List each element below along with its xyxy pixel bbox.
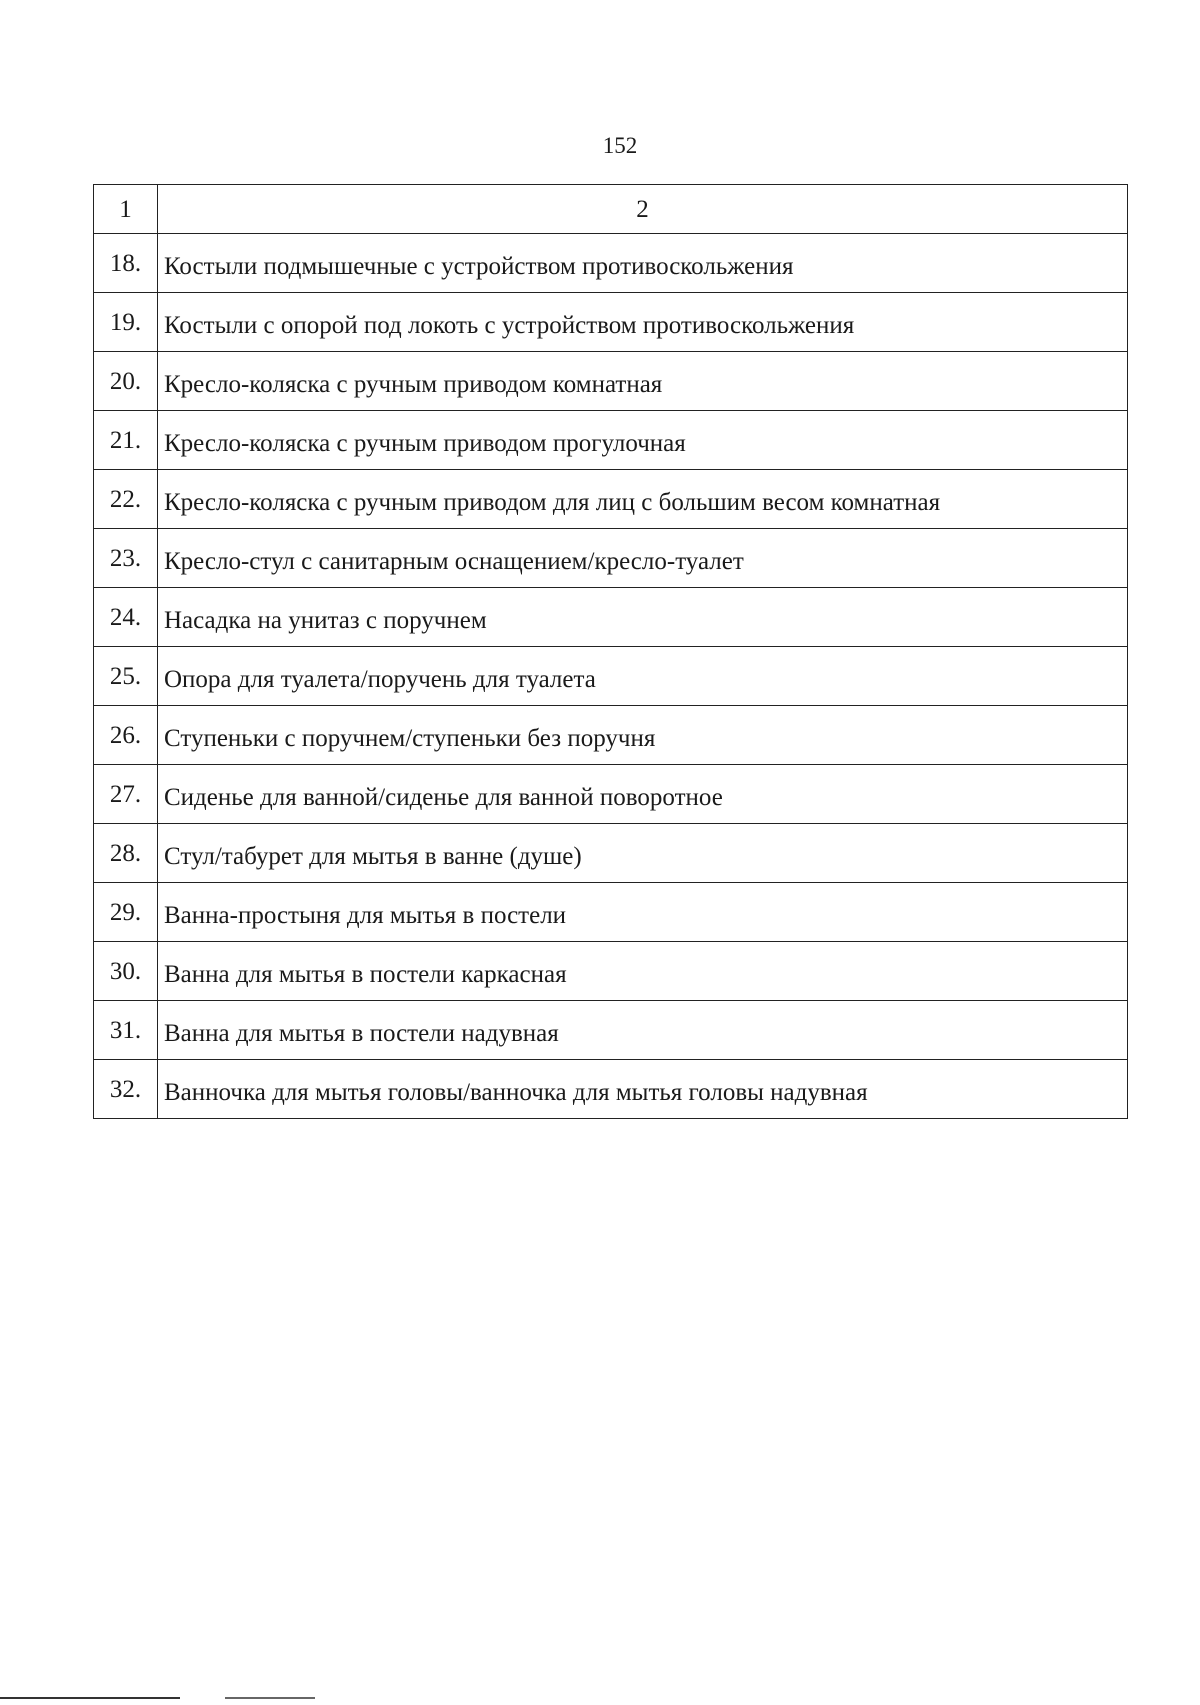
footer-rule [0,1697,180,1699]
row-item-name: Костыли подмышечные с устройством противоскольжения [158,234,1128,293]
row-number: 22. [94,470,158,529]
table-row [94,234,1128,293]
row-number: 32. [94,1060,158,1119]
row-number: 18. [94,234,158,293]
row-item-name: Кресло-коляска с ручным приводом комнатная [158,352,1128,411]
table-row [94,765,1128,824]
row-item-name: Опора для туалета/поручень для туалета [158,647,1128,706]
row-number: 28. [94,824,158,883]
table-row [94,411,1128,470]
row-item-name: Ступеньки с поручнем/ступеньки без поручня [158,706,1128,765]
items-table [93,184,1128,1119]
row-number: 30. [94,942,158,1001]
table-row [94,942,1128,1001]
row-number: 19. [94,293,158,352]
table-row [94,1060,1128,1119]
page-number: 152 [602,133,638,158]
row-item-name: Сиденье для ванной/сиденье для ванной поворотное [158,765,1128,824]
table-row [94,529,1128,588]
column-header-name: 2 [158,185,1128,234]
footer-rule-fragment [225,1697,315,1699]
row-item-name: Кресло-стул с санитарным оснащением/кресло-туалет [158,529,1128,588]
row-item-name: Ванна-простыня для мытья в постели [158,883,1128,942]
column-header-number: 1 [94,185,158,234]
row-item-name: Стул/табурет для мытья в ванне (душе) [158,824,1128,883]
row-number: 25. [94,647,158,706]
row-item-name: Ванна для мытья в постели надувная [158,1001,1128,1060]
table-row [94,352,1128,411]
table-row [94,293,1128,352]
row-number: 24. [94,588,158,647]
row-item-name: Ванна для мытья в постели каркасная [158,942,1128,1001]
row-number: 27. [94,765,158,824]
table-row [94,470,1128,529]
table-row [94,1001,1128,1060]
row-item-name: Насадка на унитаз с поручнем [158,588,1128,647]
row-number: 31. [94,1001,158,1060]
row-number: 26. [94,706,158,765]
row-item-name: Кресло-коляска с ручным приводом прогулочная [158,411,1128,470]
table-row [94,824,1128,883]
table-row [94,647,1128,706]
row-item-name: Костыли с опорой под локоть с устройством противоскольжения [158,293,1128,352]
row-item-name: Ванночка для мытья головы/ванночка для мытья головы надувная [158,1060,1128,1119]
row-number: 20. [94,352,158,411]
table-row [94,706,1128,765]
row-item-name: Кресло-коляска с ручным приводом для лиц с большим весом комнатная [158,470,1128,529]
row-number: 23. [94,529,158,588]
table-row [94,883,1128,942]
row-number: 29. [94,883,158,942]
table-row [94,588,1128,647]
table-header-row [94,185,1128,234]
row-number: 21. [94,411,158,470]
